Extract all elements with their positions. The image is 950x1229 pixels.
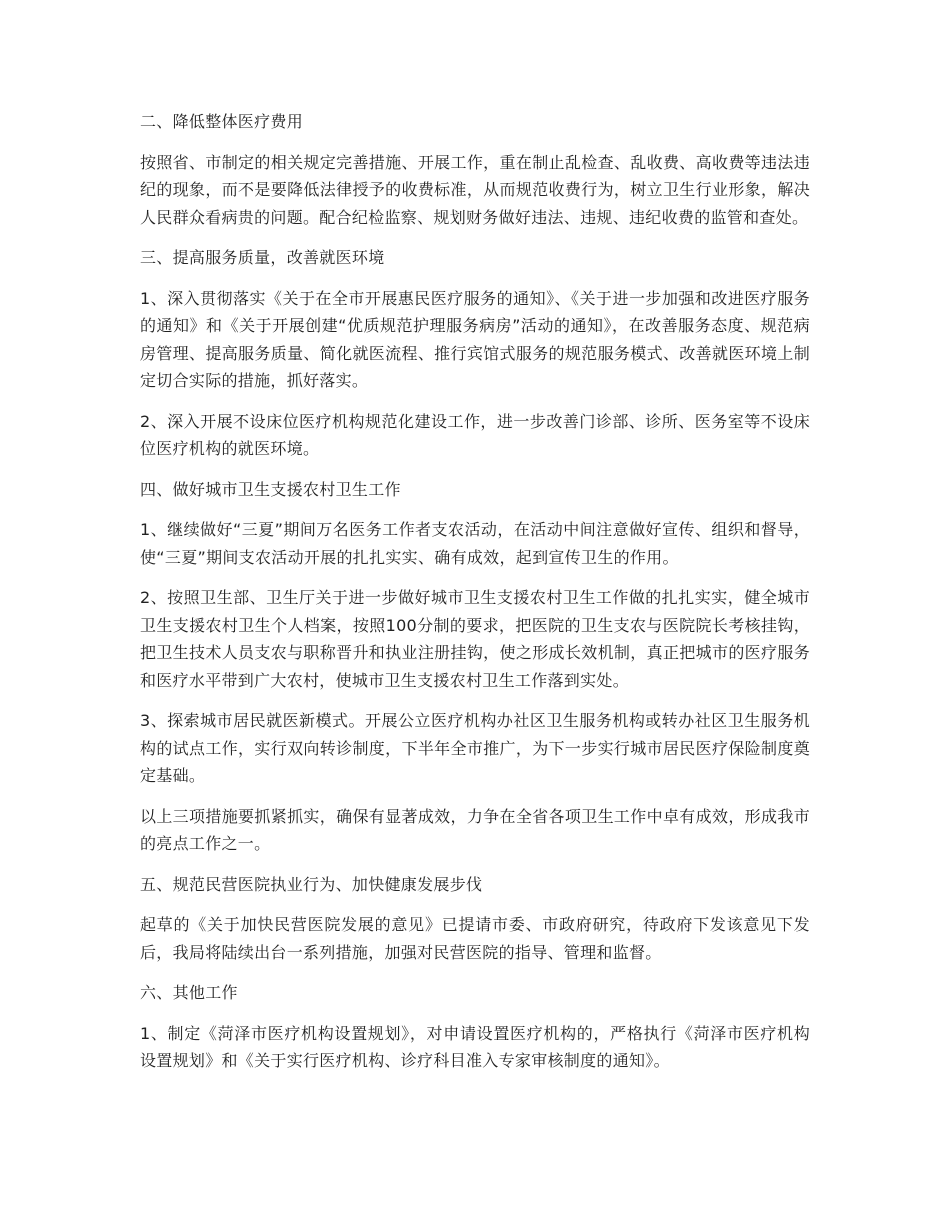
paragraph-rural-item-1: 1、继续做好“三夏”期间万名医务工作者支农活动，在活动中间注意做好宣传、组织和督导，使“三夏”期间支农活动开展的扎扎实实、确有成效，起到宣传卫生的作用。 — [140, 520, 810, 567]
paragraph-other-item-1: 1、制定《菏泽市医疗机构设置规划》，对申请设置医疗机构的，严格执行《菏泽市医疗机构设置规划》和《关于实行医疗机构、诊疗科目准入专家审核制度的通知》。 — [140, 1023, 810, 1070]
paragraph-rural-item-3: 3、探索城市居民就医新模式。开展公立医疗机构办社区卫生服务机构或转办社区卫生服务机构的试点工作，实行双向转诊制度，下半年全市推广，为下一步实行城市居民医疗保险制度奠定基础。 — [140, 711, 810, 785]
section-heading-3: 三、提高服务质量，改善就医环境 — [140, 248, 385, 267]
section-heading-6: 六、其他工作 — [140, 983, 238, 1002]
paragraph-fee-regulation: 按照省、市制定的相关规定完善措施、开展工作，重在制止乱检查、乱收费、高收费等违法违纪的现象，而不是要降低法律授予的收费标准，从而规范收费行为，树立卫生行业形象，解决人民群众看病贵的问题。配合纪检监察、规划财务做好违法、违规、违纪收费的监管和查处。 — [140, 152, 810, 227]
document-body — [140, 108, 810, 1088]
section-heading-4: 四、做好城市卫生支援农村卫生工作 — [140, 479, 401, 499]
paragraph-summary: 以上三项措施要抓紧抓实，确保有显著成效，力争在全省各项卫生工作中卓有成效，形成我市的亮点工作之一。 — [140, 806, 810, 853]
section-heading-2: 二、降低整体医疗费用 — [140, 112, 304, 131]
paragraph-private-hospitals: 起草的《关于加快民营医院发展的意见》已提请市委、市政府研究，待政府下发该意见下发后，我局将陆续出台一系列措施，加强对民营医院的指导、管理和监督。 — [140, 915, 810, 962]
paragraph-service-item-1: 1、深入贯彻落实《关于在全市开展惠民医疗服务的通知》、《关于进一步加强和改进医疗服务的通知》和《关于开展创建“优质规范护理服务病房”活动的通知》，在改善服务态度、规范病房管理、提高服务质量、简化就医流程、推行宾馆式服务的规范服务模式、改善就医环境上制定切合实际的措施，抓好落实。 — [140, 288, 810, 390]
section-heading-5: 五、规范民营医院执业行为、加快健康发展步伐 — [140, 874, 483, 894]
paragraph-rural-item-2: 2、按照卫生部、卫生厅关于进一步做好城市卫生支援农村卫生工作做的扎扎实实，健全城市卫生支援农村卫生个人档案，按照100分制的要求，把医院的卫生支农与医院院长考核挂钩，把卫生技术人员支农与职称晋升和执业注册挂钩，使之形成长效机制，真正把城市的医疗服务和医疗水平带到广大农村，使城市卫生支援农村卫生工作落到实处。 — [140, 588, 810, 690]
paragraph-service-item-2: 2、深入开展不设床位医疗机构规范化建设工作，进一步改善门诊部、诊所、医务室等不设床位医疗机构的就医环境。 — [140, 411, 810, 458]
